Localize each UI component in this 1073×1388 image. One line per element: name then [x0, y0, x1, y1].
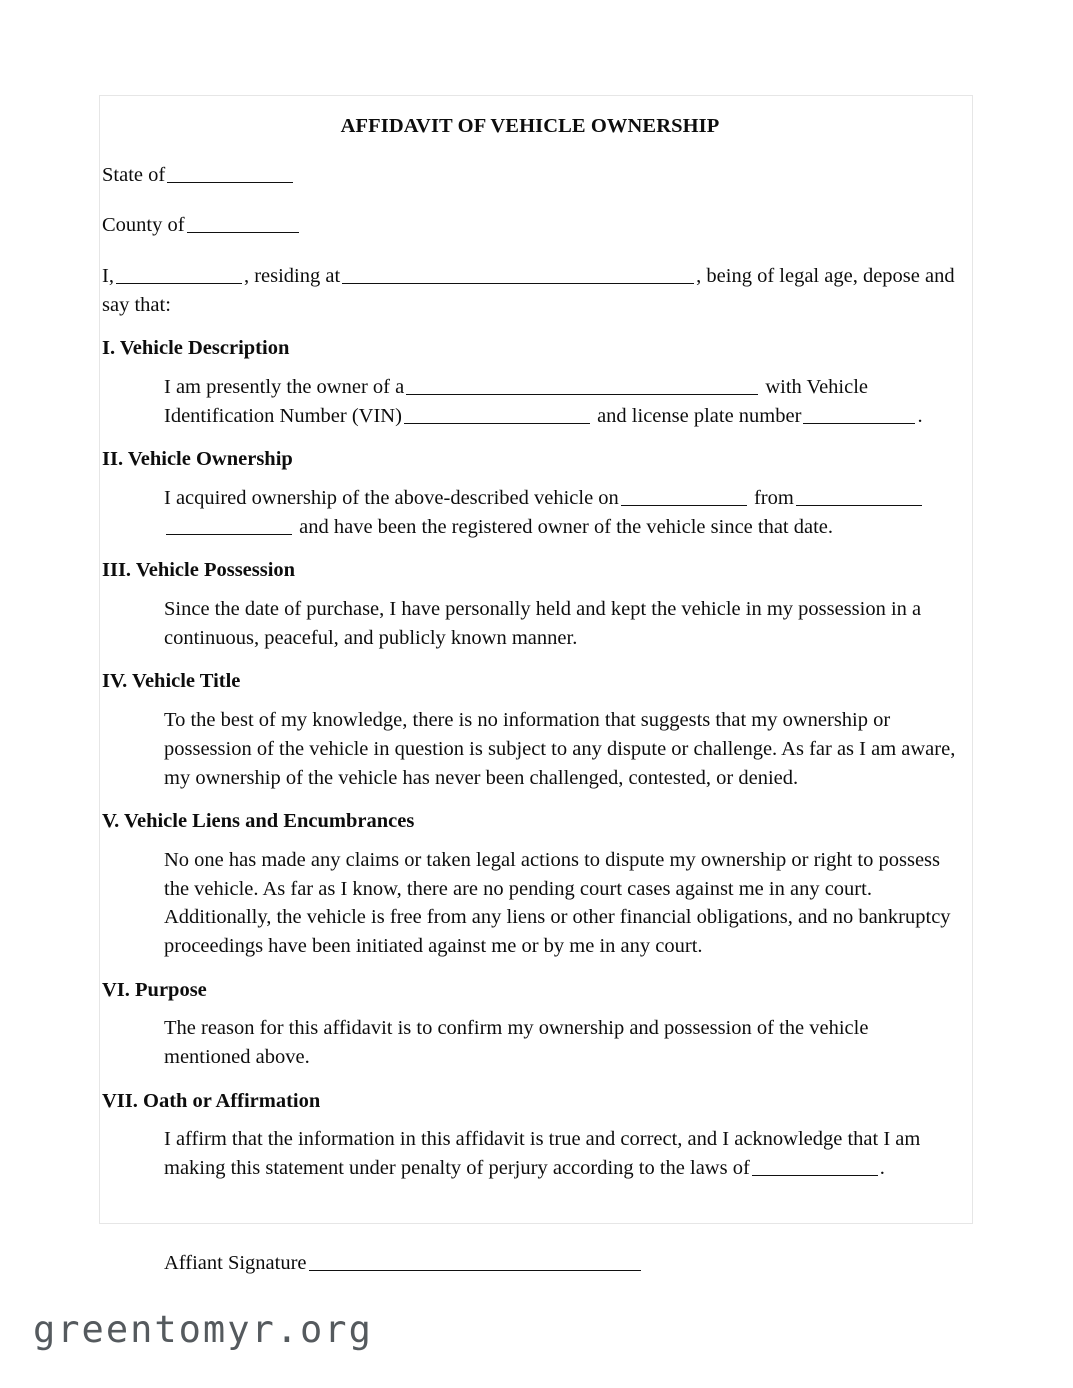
section-heading-vehicle-title: IV. Vehicle Title [102, 670, 241, 693]
section-body-vehicle-description [164, 373, 958, 430]
affiant-signature-label: Affiant Signature [164, 1251, 307, 1274]
vehicle-make-blank[interactable] [406, 375, 758, 395]
affiant-name-blank[interactable] [116, 264, 242, 284]
section-body-purpose: The reason for this affidavit is to confirm my ownership and possession of the vehicle mentioned above. [164, 1017, 869, 1068]
county-label: County of [102, 214, 185, 237]
affiant-signature-blank[interactable] [309, 1251, 641, 1271]
signature-spacer [102, 1199, 958, 1249]
affiant-intro-part-3: , being of legal age, depose and say that: [102, 264, 955, 316]
section-heading-vehicle-liens: V. Vehicle Liens and Encumbrances [102, 810, 415, 833]
affiant-intro-part-2: , residing at [243, 264, 341, 287]
state-blank[interactable] [167, 163, 293, 183]
governing-law-state-blank[interactable] [752, 1156, 878, 1176]
ownership-part-3: and have been the registered owner of the vehicle since that date. [299, 515, 834, 538]
section-body-vehicle-ownership [164, 484, 958, 541]
section-heading-oath-affirmation: VII. Oath or Affirmation [102, 1089, 321, 1112]
ownership-part-1: I acquired ownership of the above-described vehicle on [164, 487, 619, 510]
vehicle-desc-part-1: I am presently the owner of a [164, 376, 405, 399]
license-plate-blank[interactable] [803, 404, 915, 424]
affiant-address-blank[interactable] [342, 264, 694, 284]
vehicle-desc-part-4: . [917, 404, 923, 427]
state-line [102, 161, 958, 190]
affiant-intro-part-1: I, [102, 264, 114, 287]
affiant-signature-line [164, 1249, 958, 1278]
site-watermark: greentomyr.org [33, 1308, 373, 1351]
oath-part-2: . [879, 1157, 885, 1180]
page-title: AFFIDAVIT OF VEHICLE OWNERSHIP [340, 115, 720, 137]
seller-address-blank[interactable] [166, 515, 292, 535]
section-heading-vehicle-description: I. Vehicle Description [102, 337, 290, 360]
section-body-vehicle-title: To the best of my knowledge, there is no information that suggests that my ownership or possession of the vehicle in question is subject to any dispute or challenge. As far as I am aware, my ownership of the vehicle has never been challenged, contested, or denied. [164, 709, 956, 789]
section-heading-purpose: VI. Purpose [102, 978, 207, 1001]
vehicle-desc-part-2: with Vehicle Identification Number (VIN) [164, 376, 869, 427]
acquisition-date-blank[interactable] [621, 486, 747, 506]
section-body-vehicle-liens: No one has made any claims or taken legal actions to dispute my ownership or right to possess the vehicle. As far as I know, there are no pending court cases against me in any court. Additionally, the vehicle is free from any liens or other financial obligations, and no bankruptcy proceedings have been initiated against me or by me in any court. [164, 848, 951, 957]
oath-part-1: I affirm that the information in this affidavit is true and correct, and I acknowledge that I am making this statement under penalty of perjury according to the laws of [164, 1128, 921, 1180]
county-blank[interactable] [187, 213, 299, 233]
affiant-intro-line [102, 262, 958, 319]
section-heading-vehicle-ownership: II. Vehicle Ownership [102, 448, 293, 471]
document-sheet [99, 95, 973, 1274]
section-body-oath-affirmation [164, 1125, 958, 1182]
vin-blank[interactable] [404, 404, 590, 424]
state-label: State of [102, 163, 166, 186]
county-line [102, 211, 958, 240]
section-body-vehicle-possession: Since the date of purchase, I have personally held and kept the vehicle in my possession in a continuous, peaceful, and publicly known manner. [164, 598, 922, 649]
document-body [100, 114, 972, 1277]
section-heading-vehicle-possession: III. Vehicle Possession [102, 559, 296, 582]
seller-name-blank[interactable] [796, 486, 922, 506]
vehicle-desc-part-3: and license plate number [597, 404, 802, 427]
ownership-part-2: from [753, 487, 794, 510]
